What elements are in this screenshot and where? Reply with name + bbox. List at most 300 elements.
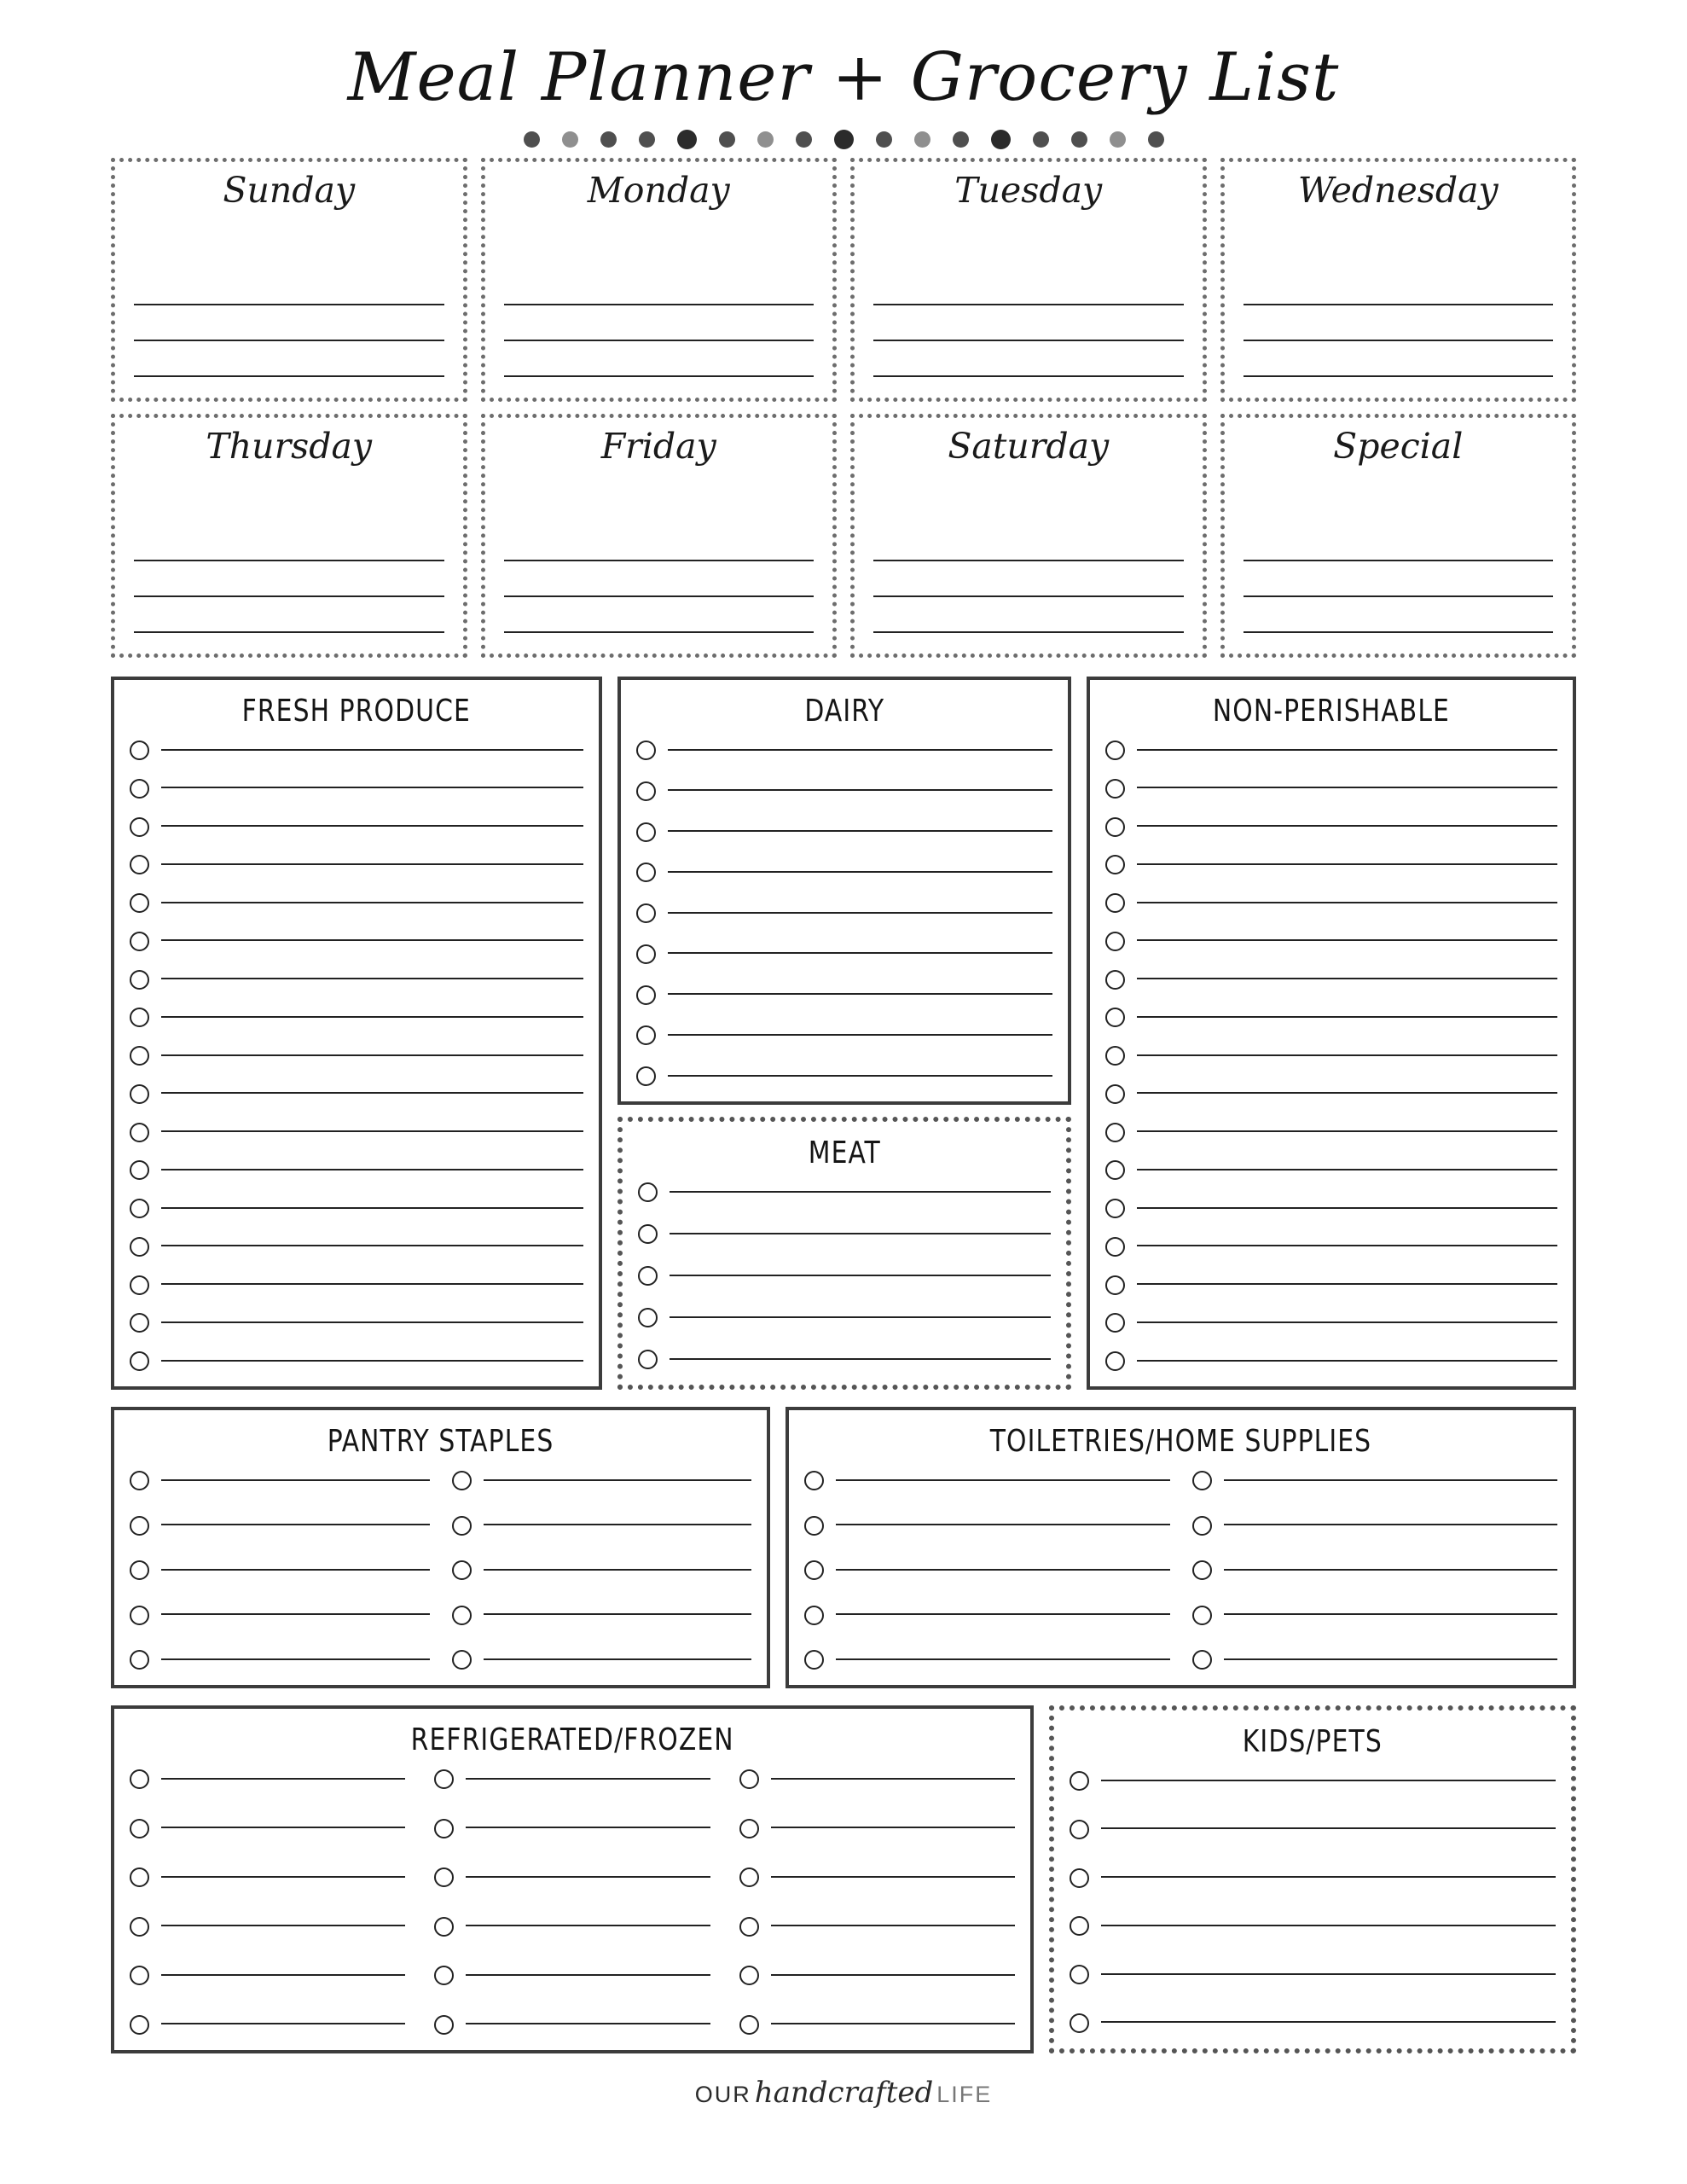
checklist-item[interactable] xyxy=(130,893,583,913)
checkbox-circle-icon[interactable] xyxy=(130,1819,149,1838)
section-toiletries-home-supplies[interactable] xyxy=(786,1407,1576,1688)
day-card-special[interactable] xyxy=(1220,414,1577,658)
section-fresh-produce[interactable] xyxy=(111,677,602,1390)
checkbox-circle-icon[interactable] xyxy=(1105,1160,1125,1180)
write-line[interactable] xyxy=(836,1569,1169,1571)
checkbox-circle-icon[interactable] xyxy=(130,970,149,990)
write-line[interactable] xyxy=(1137,787,1557,788)
checklist-item[interactable] xyxy=(130,1516,430,1536)
checkbox-circle-icon[interactable] xyxy=(130,1769,149,1789)
checkbox-circle-icon[interactable] xyxy=(434,1819,454,1838)
checkbox-circle-icon[interactable] xyxy=(1070,1916,1089,1936)
write-line[interactable] xyxy=(670,1358,1052,1360)
checkbox-circle-icon[interactable] xyxy=(804,1606,824,1625)
day-write-lines[interactable] xyxy=(134,224,444,382)
checklist-item[interactable] xyxy=(452,1606,752,1625)
write-line[interactable] xyxy=(161,1778,405,1780)
checkbox-circle-icon[interactable] xyxy=(130,1966,149,1985)
write-line[interactable] xyxy=(670,1275,1052,1276)
write-line[interactable] xyxy=(161,2023,405,2024)
checklist-item[interactable] xyxy=(1105,1123,1557,1142)
write-line[interactable] xyxy=(134,560,444,561)
write-line[interactable] xyxy=(836,1658,1169,1660)
write-line[interactable] xyxy=(161,863,583,865)
checklist-item[interactable] xyxy=(1105,741,1557,760)
write-line[interactable] xyxy=(504,304,815,305)
write-line[interactable] xyxy=(161,1974,405,1976)
write-line[interactable] xyxy=(466,1925,710,1926)
checkbox-circle-icon[interactable] xyxy=(636,1025,656,1045)
checklist-item[interactable] xyxy=(636,944,1053,964)
checkbox-circle-icon[interactable] xyxy=(739,1819,759,1838)
write-line[interactable] xyxy=(1244,560,1554,561)
checklist-item[interactable] xyxy=(1105,932,1557,951)
checklist-item[interactable] xyxy=(804,1516,1169,1536)
checklist-item[interactable] xyxy=(130,970,583,990)
checkbox-circle-icon[interactable] xyxy=(1105,741,1125,760)
day-write-lines[interactable] xyxy=(134,480,444,638)
checklist-item[interactable] xyxy=(130,1917,405,1937)
write-line[interactable] xyxy=(668,749,1053,751)
checklist-item[interactable] xyxy=(739,1917,1015,1937)
write-line[interactable] xyxy=(484,1569,752,1571)
write-line[interactable] xyxy=(873,375,1184,377)
checklist-item[interactable] xyxy=(130,817,583,837)
section-meat[interactable] xyxy=(617,1117,1072,1390)
checkbox-circle-icon[interactable] xyxy=(636,985,656,1005)
checklist-item[interactable] xyxy=(636,1025,1053,1045)
checkbox-circle-icon[interactable] xyxy=(130,1313,149,1333)
checkbox-circle-icon[interactable] xyxy=(130,932,149,951)
checkbox-circle-icon[interactable] xyxy=(434,1769,454,1789)
write-line[interactable] xyxy=(771,1974,1015,1976)
write-line[interactable] xyxy=(504,631,815,633)
checkbox-circle-icon[interactable] xyxy=(739,1917,759,1937)
checkbox-circle-icon[interactable] xyxy=(130,1351,149,1371)
checklist-item[interactable] xyxy=(804,1471,1169,1490)
checklist-item[interactable] xyxy=(130,1966,405,1985)
write-line[interactable] xyxy=(670,1191,1052,1193)
write-line[interactable] xyxy=(1137,825,1557,827)
write-line[interactable] xyxy=(873,631,1184,633)
day-card-tuesday[interactable] xyxy=(850,158,1207,402)
checklist-item[interactable] xyxy=(130,741,583,760)
checklist-item[interactable] xyxy=(1105,1084,1557,1104)
write-line[interactable] xyxy=(161,1283,583,1285)
checklist-item[interactable] xyxy=(130,1275,583,1295)
write-line[interactable] xyxy=(161,1613,430,1615)
checklist-item[interactable] xyxy=(130,1008,583,1027)
write-line[interactable] xyxy=(1224,1479,1557,1481)
write-line[interactable] xyxy=(1244,631,1554,633)
checklist-item[interactable] xyxy=(1105,1351,1557,1371)
checkbox-circle-icon[interactable] xyxy=(1070,1868,1089,1888)
day-card-sunday[interactable] xyxy=(111,158,467,402)
checkbox-circle-icon[interactable] xyxy=(1105,893,1125,913)
checkbox-circle-icon[interactable] xyxy=(1070,1965,1089,1984)
checklist-item[interactable] xyxy=(1105,1199,1557,1218)
write-line[interactable] xyxy=(670,1233,1052,1234)
day-write-lines[interactable] xyxy=(873,224,1184,382)
day-write-lines[interactable] xyxy=(1244,480,1554,638)
checkbox-circle-icon[interactable] xyxy=(130,741,149,760)
checkbox-circle-icon[interactable] xyxy=(1192,1560,1212,1580)
write-line[interactable] xyxy=(1137,749,1557,751)
write-line[interactable] xyxy=(670,1316,1052,1318)
write-line[interactable] xyxy=(161,1169,583,1170)
write-line[interactable] xyxy=(161,1925,405,1926)
checkbox-circle-icon[interactable] xyxy=(130,779,149,799)
checklist-item[interactable] xyxy=(739,1819,1015,1838)
write-line[interactable] xyxy=(1224,1569,1557,1571)
checklist-item[interactable] xyxy=(636,1066,1053,1086)
write-line[interactable] xyxy=(161,1569,430,1571)
checkbox-circle-icon[interactable] xyxy=(804,1650,824,1670)
write-line[interactable] xyxy=(504,375,815,377)
checkbox-circle-icon[interactable] xyxy=(130,1560,149,1580)
checklist-item[interactable] xyxy=(130,1769,405,1789)
write-line[interactable] xyxy=(484,1479,752,1481)
write-line[interactable] xyxy=(668,912,1053,914)
checklist-item[interactable] xyxy=(130,2015,405,2035)
checkbox-circle-icon[interactable] xyxy=(130,1123,149,1142)
checklist-item[interactable] xyxy=(130,1867,405,1887)
day-write-lines[interactable] xyxy=(504,224,815,382)
checkbox-circle-icon[interactable] xyxy=(452,1516,472,1536)
day-write-lines[interactable] xyxy=(873,480,1184,638)
checklist-item[interactable] xyxy=(1105,1008,1557,1027)
day-write-lines[interactable] xyxy=(504,480,815,638)
write-line[interactable] xyxy=(668,830,1053,832)
day-card-saturday[interactable] xyxy=(850,414,1207,658)
write-line[interactable] xyxy=(161,787,583,788)
write-line[interactable] xyxy=(161,1016,583,1018)
checklist-item[interactable] xyxy=(130,1560,430,1580)
section-kids-pets[interactable] xyxy=(1049,1705,1576,2053)
checkbox-circle-icon[interactable] xyxy=(1105,932,1125,951)
checklist-item[interactable] xyxy=(1070,1916,1556,1936)
write-line[interactable] xyxy=(161,1360,583,1362)
write-line[interactable] xyxy=(161,1479,430,1481)
write-line[interactable] xyxy=(668,1075,1053,1077)
checkbox-circle-icon[interactable] xyxy=(452,1560,472,1580)
write-line[interactable] xyxy=(1101,1925,1556,1926)
checkbox-circle-icon[interactable] xyxy=(130,1650,149,1670)
checkbox-circle-icon[interactable] xyxy=(130,1917,149,1937)
checkbox-circle-icon[interactable] xyxy=(130,893,149,913)
write-line[interactable] xyxy=(161,939,583,941)
write-line[interactable] xyxy=(771,1778,1015,1780)
write-line[interactable] xyxy=(466,1974,710,1976)
checkbox-circle-icon[interactable] xyxy=(638,1182,658,1202)
checklist-item[interactable] xyxy=(638,1182,1052,1202)
write-line[interactable] xyxy=(161,978,583,979)
write-line[interactable] xyxy=(134,631,444,633)
checklist-item[interactable] xyxy=(130,1313,583,1333)
checklist-item[interactable] xyxy=(130,1046,583,1066)
checkbox-circle-icon[interactable] xyxy=(130,1199,149,1218)
write-line[interactable] xyxy=(771,1827,1015,1828)
checkbox-circle-icon[interactable] xyxy=(636,1066,656,1086)
checkbox-circle-icon[interactable] xyxy=(804,1471,824,1490)
checklist-item[interactable] xyxy=(1105,1046,1557,1066)
checkbox-circle-icon[interactable] xyxy=(434,1917,454,1937)
checklist-item[interactable] xyxy=(1192,1471,1557,1490)
checkbox-circle-icon[interactable] xyxy=(1105,970,1125,990)
checklist-toiletries-col-2[interactable] xyxy=(1192,1471,1557,1670)
checkbox-circle-icon[interactable] xyxy=(739,1867,759,1887)
checkbox-circle-icon[interactable] xyxy=(638,1350,658,1369)
write-line[interactable] xyxy=(873,560,1184,561)
checklist-item[interactable] xyxy=(1192,1606,1557,1625)
write-line[interactable] xyxy=(161,1321,583,1323)
write-line[interactable] xyxy=(668,1034,1053,1036)
write-line[interactable] xyxy=(466,1876,710,1878)
checkbox-circle-icon[interactable] xyxy=(130,1516,149,1536)
write-line[interactable] xyxy=(1244,595,1554,597)
checkbox-circle-icon[interactable] xyxy=(1105,1046,1125,1066)
checklist-item[interactable] xyxy=(638,1266,1052,1286)
section-dairy[interactable] xyxy=(617,677,1072,1105)
checklist-item[interactable] xyxy=(739,1867,1015,1887)
checklist-meat[interactable] xyxy=(638,1182,1052,1369)
checkbox-circle-icon[interactable] xyxy=(130,1275,149,1295)
checklist-item[interactable] xyxy=(636,781,1053,801)
checkbox-circle-icon[interactable] xyxy=(1105,1084,1125,1104)
checkbox-circle-icon[interactable] xyxy=(452,1650,472,1670)
checklist-item[interactable] xyxy=(452,1650,752,1670)
write-line[interactable] xyxy=(466,1778,710,1780)
checkbox-circle-icon[interactable] xyxy=(1192,1650,1212,1670)
write-line[interactable] xyxy=(771,1925,1015,1926)
write-line[interactable] xyxy=(1101,1876,1556,1878)
checkbox-circle-icon[interactable] xyxy=(804,1516,824,1536)
write-line[interactable] xyxy=(873,304,1184,305)
write-line[interactable] xyxy=(1137,939,1557,941)
write-line[interactable] xyxy=(161,825,583,827)
checklist-kids-pets[interactable] xyxy=(1070,1771,1556,2033)
write-line[interactable] xyxy=(161,749,583,751)
checklist-pantry-col-1[interactable] xyxy=(130,1471,430,1670)
write-line[interactable] xyxy=(1101,1973,1556,1975)
checklist-item[interactable] xyxy=(1192,1650,1557,1670)
checklist-item[interactable] xyxy=(452,1516,752,1536)
checklist-item[interactable] xyxy=(638,1224,1052,1244)
checkbox-circle-icon[interactable] xyxy=(130,1237,149,1257)
checkbox-circle-icon[interactable] xyxy=(130,1867,149,1887)
write-line[interactable] xyxy=(836,1524,1169,1525)
write-line[interactable] xyxy=(668,993,1053,995)
checklist-item[interactable] xyxy=(1070,1771,1556,1791)
checkbox-circle-icon[interactable] xyxy=(1070,1771,1089,1791)
checkbox-circle-icon[interactable] xyxy=(1105,1123,1125,1142)
checklist-item[interactable] xyxy=(130,1237,583,1257)
checkbox-circle-icon[interactable] xyxy=(636,822,656,842)
write-line[interactable] xyxy=(1244,375,1554,377)
write-line[interactable] xyxy=(1137,1130,1557,1132)
section-refrigerated-frozen[interactable] xyxy=(111,1705,1034,2053)
checklist-item[interactable] xyxy=(636,903,1053,923)
checklist-item[interactable] xyxy=(1192,1516,1557,1536)
checklist-item[interactable] xyxy=(434,1769,710,1789)
checklist-item[interactable] xyxy=(434,1966,710,1985)
checkbox-circle-icon[interactable] xyxy=(636,944,656,964)
checkbox-circle-icon[interactable] xyxy=(130,1084,149,1104)
checklist-frozen-col-2[interactable] xyxy=(434,1769,710,2035)
checkbox-circle-icon[interactable] xyxy=(1192,1471,1212,1490)
write-line[interactable] xyxy=(161,1207,583,1209)
write-line[interactable] xyxy=(1137,1054,1557,1056)
checklist-item[interactable] xyxy=(130,1650,430,1670)
checkbox-circle-icon[interactable] xyxy=(636,903,656,923)
write-line[interactable] xyxy=(771,1876,1015,1878)
checklist-item[interactable] xyxy=(636,863,1053,882)
checklist-item[interactable] xyxy=(636,822,1053,842)
checkbox-circle-icon[interactable] xyxy=(1070,1820,1089,1839)
checklist-item[interactable] xyxy=(804,1650,1169,1670)
checklist-frozen-col-1[interactable] xyxy=(130,1769,405,2035)
write-line[interactable] xyxy=(1224,1524,1557,1525)
checkbox-circle-icon[interactable] xyxy=(804,1560,824,1580)
write-line[interactable] xyxy=(1101,1780,1556,1781)
checklist-item[interactable] xyxy=(636,985,1053,1005)
write-line[interactable] xyxy=(134,375,444,377)
checkbox-circle-icon[interactable] xyxy=(434,2015,454,2035)
checkbox-circle-icon[interactable] xyxy=(130,817,149,837)
checkbox-circle-icon[interactable] xyxy=(130,1471,149,1490)
write-line[interactable] xyxy=(1224,1658,1557,1660)
write-line[interactable] xyxy=(161,902,583,903)
checkbox-circle-icon[interactable] xyxy=(1105,1199,1125,1218)
checkbox-circle-icon[interactable] xyxy=(1192,1516,1212,1536)
write-line[interactable] xyxy=(161,1827,405,1828)
day-card-wednesday[interactable] xyxy=(1220,158,1577,402)
write-line[interactable] xyxy=(504,560,815,561)
checklist-item[interactable] xyxy=(130,779,583,799)
write-line[interactable] xyxy=(161,1524,430,1525)
checklist-item[interactable] xyxy=(804,1560,1169,1580)
write-line[interactable] xyxy=(134,340,444,341)
checkbox-circle-icon[interactable] xyxy=(434,1966,454,1985)
checklist-item[interactable] xyxy=(1105,1313,1557,1333)
write-line[interactable] xyxy=(1244,340,1554,341)
checkbox-circle-icon[interactable] xyxy=(130,1008,149,1027)
checklist-item[interactable] xyxy=(434,1867,710,1887)
write-line[interactable] xyxy=(466,2023,710,2024)
checkbox-circle-icon[interactable] xyxy=(739,1769,759,1789)
checkbox-circle-icon[interactable] xyxy=(452,1606,472,1625)
checklist-item[interactable] xyxy=(1070,1965,1556,1984)
checkbox-circle-icon[interactable] xyxy=(1105,1313,1125,1333)
checklist-item[interactable] xyxy=(434,1917,710,1937)
checkbox-circle-icon[interactable] xyxy=(130,2015,149,2035)
checklist-item[interactable] xyxy=(739,1769,1015,1789)
checklist-item[interactable] xyxy=(1070,2013,1556,2033)
checkbox-circle-icon[interactable] xyxy=(1070,2013,1089,2033)
write-line[interactable] xyxy=(1224,1613,1557,1615)
checklist-item[interactable] xyxy=(434,1819,710,1838)
write-line[interactable] xyxy=(161,1245,583,1246)
write-line[interactable] xyxy=(1137,1360,1557,1362)
day-card-friday[interactable] xyxy=(481,414,838,658)
write-line[interactable] xyxy=(161,1054,583,1056)
write-line[interactable] xyxy=(1137,902,1557,903)
checklist-item[interactable] xyxy=(1070,1820,1556,1839)
checklist-item[interactable] xyxy=(130,1819,405,1838)
checklist-item[interactable] xyxy=(130,1351,583,1371)
write-line[interactable] xyxy=(1101,2021,1556,2023)
write-line[interactable] xyxy=(161,1658,430,1660)
checklist-item[interactable] xyxy=(130,1123,583,1142)
day-card-monday[interactable] xyxy=(481,158,838,402)
checkbox-circle-icon[interactable] xyxy=(739,1966,759,1985)
checklist-item[interactable] xyxy=(1105,1237,1557,1257)
checklist-item[interactable] xyxy=(638,1308,1052,1327)
checkbox-circle-icon[interactable] xyxy=(1105,779,1125,799)
checklist-frozen-col-3[interactable] xyxy=(739,1769,1015,2035)
section-non-perishable[interactable] xyxy=(1087,677,1576,1390)
checkbox-circle-icon[interactable] xyxy=(636,741,656,760)
checkbox-circle-icon[interactable] xyxy=(130,1160,149,1180)
write-line[interactable] xyxy=(1137,1283,1557,1285)
write-line[interactable] xyxy=(161,1876,405,1878)
checklist-item[interactable] xyxy=(434,2015,710,2035)
checkbox-circle-icon[interactable] xyxy=(1105,1351,1125,1371)
checkbox-circle-icon[interactable] xyxy=(434,1867,454,1887)
checklist-item[interactable] xyxy=(1105,817,1557,837)
write-line[interactable] xyxy=(1137,1245,1557,1246)
checklist-item[interactable] xyxy=(452,1560,752,1580)
checkbox-circle-icon[interactable] xyxy=(638,1308,658,1327)
checklist-item[interactable] xyxy=(130,1160,583,1180)
write-line[interactable] xyxy=(1137,1169,1557,1170)
checklist-item[interactable] xyxy=(452,1471,752,1490)
write-line[interactable] xyxy=(873,340,1184,341)
checklist-item[interactable] xyxy=(130,1199,583,1218)
checkbox-circle-icon[interactable] xyxy=(1105,855,1125,874)
write-line[interactable] xyxy=(161,1130,583,1132)
day-card-thursday[interactable] xyxy=(111,414,467,658)
checkbox-circle-icon[interactable] xyxy=(1105,1275,1125,1295)
write-line[interactable] xyxy=(771,2023,1015,2024)
checklist-item[interactable] xyxy=(1105,855,1557,874)
checkbox-circle-icon[interactable] xyxy=(1192,1606,1212,1625)
checklist-item[interactable] xyxy=(1070,1868,1556,1888)
write-line[interactable] xyxy=(1137,1092,1557,1094)
checklist-dairy[interactable] xyxy=(636,741,1053,1086)
checklist-fresh-produce[interactable] xyxy=(130,741,583,1371)
checklist-item[interactable] xyxy=(1105,1160,1557,1180)
write-line[interactable] xyxy=(484,1613,752,1615)
write-line[interactable] xyxy=(134,595,444,597)
checkbox-circle-icon[interactable] xyxy=(130,1046,149,1066)
write-line[interactable] xyxy=(1137,1016,1557,1018)
checklist-item[interactable] xyxy=(130,1084,583,1104)
day-write-lines[interactable] xyxy=(1244,224,1554,382)
write-line[interactable] xyxy=(1101,1827,1556,1829)
write-line[interactable] xyxy=(668,871,1053,873)
checkbox-circle-icon[interactable] xyxy=(638,1224,658,1244)
checkbox-circle-icon[interactable] xyxy=(130,1606,149,1625)
write-line[interactable] xyxy=(161,1092,583,1094)
write-line[interactable] xyxy=(504,595,815,597)
checklist-item[interactable] xyxy=(739,1966,1015,1985)
write-line[interactable] xyxy=(668,789,1053,791)
checkbox-circle-icon[interactable] xyxy=(1105,1008,1125,1027)
checklist-item[interactable] xyxy=(1105,1275,1557,1295)
checklist-item[interactable] xyxy=(636,741,1053,760)
write-line[interactable] xyxy=(1137,1207,1557,1209)
